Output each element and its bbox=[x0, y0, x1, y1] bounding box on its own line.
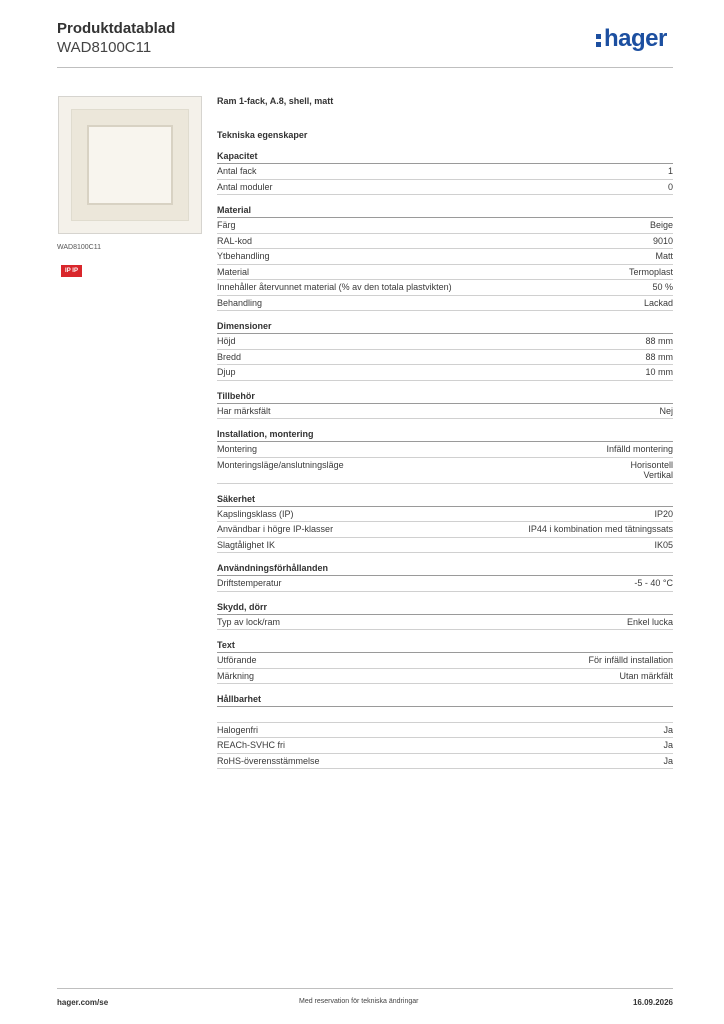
spec-label: Halogenfri bbox=[217, 724, 259, 735]
spec-row bbox=[217, 442, 673, 458]
spec-row bbox=[217, 615, 673, 631]
spec-label: Färg bbox=[217, 220, 236, 230]
spec-group-title: Säkerhet bbox=[217, 494, 673, 507]
spec-value bbox=[644, 298, 673, 309]
spec-heading: Tekniska egenskaper bbox=[217, 130, 308, 140]
spec-label: Märkning bbox=[217, 670, 255, 681]
spec-row bbox=[217, 576, 673, 592]
spec-row bbox=[217, 296, 673, 312]
spec-label: Driftstemperatur bbox=[217, 578, 282, 588]
header-divider bbox=[57, 67, 673, 68]
spec-value bbox=[634, 578, 673, 589]
spec-value-line: Beige bbox=[649, 220, 673, 230]
spec-value bbox=[619, 671, 673, 682]
spec-group-title: Kapacitet bbox=[217, 151, 673, 164]
spec-row bbox=[217, 723, 673, 739]
spec-value bbox=[629, 267, 673, 278]
spec-group-title: Material bbox=[217, 205, 673, 218]
spec-label: Typ av lock/ram bbox=[217, 616, 281, 627]
logo-text: hager bbox=[604, 25, 667, 52]
spec-label: Material bbox=[217, 266, 250, 277]
spec-value bbox=[668, 166, 673, 177]
spec-row bbox=[217, 249, 673, 265]
product-code: WAD8100C11 bbox=[57, 39, 152, 56]
product-name: Ram 1-fack, A.8, shell, matt bbox=[217, 96, 334, 106]
spec-label: Innehåller återvunnet material (% av den totala plastvikten) bbox=[217, 282, 452, 292]
spec-value bbox=[645, 336, 673, 347]
spec-value-line: Infälld montering bbox=[606, 444, 673, 454]
spec-row bbox=[217, 458, 673, 484]
spec-group-title: Användningsförhållanden bbox=[217, 563, 673, 576]
spec-value-line: Nej bbox=[659, 405, 673, 416]
spec-value bbox=[663, 725, 673, 736]
spec-row bbox=[217, 265, 673, 281]
spec-label: Kapslingsklass (IP) bbox=[217, 508, 294, 519]
spec-label: Höjd bbox=[217, 336, 236, 346]
spec-group bbox=[217, 429, 673, 484]
spec-label: RoHS-överensstämmelse bbox=[217, 755, 320, 766]
spec-value-line: Termoplast bbox=[628, 266, 673, 277]
spec-group bbox=[217, 151, 673, 195]
spec-group bbox=[217, 694, 673, 769]
spec-row bbox=[217, 507, 673, 523]
spec-group-title: Hållbarhet bbox=[217, 694, 673, 707]
spec-label: Behandling bbox=[217, 297, 263, 308]
spec-row bbox=[217, 280, 673, 296]
spec-row bbox=[217, 334, 673, 350]
spec-value bbox=[663, 740, 673, 751]
spec-value-line: 9010 bbox=[652, 235, 673, 246]
spec-value-line: IP20 bbox=[654, 508, 673, 519]
spec-row bbox=[217, 738, 673, 754]
spec-row bbox=[217, 350, 673, 366]
spec-label: Antal fack bbox=[217, 166, 257, 176]
footer-website: hager.com/se bbox=[57, 998, 109, 1007]
product-image bbox=[58, 96, 202, 234]
footer-date: 16.09.2026 bbox=[632, 998, 673, 1007]
spec-value bbox=[654, 509, 673, 520]
spec-value bbox=[528, 524, 673, 535]
footer-divider bbox=[57, 988, 673, 989]
spec-group-title: Tillbehör bbox=[217, 391, 673, 404]
spec-label bbox=[217, 709, 673, 720]
spec-label: Har märksfält bbox=[217, 405, 271, 416]
spec-label: Antal moduler bbox=[217, 181, 273, 192]
spec-group-title: Skydd, dörr bbox=[217, 602, 673, 615]
spec-value-line: Ja bbox=[663, 724, 673, 735]
spec-value-line: IK05 bbox=[654, 539, 673, 550]
hager-logo bbox=[596, 27, 667, 51]
ip-rating-badge: IP IP bbox=[61, 265, 82, 277]
spec-value bbox=[645, 367, 673, 378]
spec-group-title: Text bbox=[217, 640, 673, 653]
spec-value-line: Vertikal bbox=[643, 470, 673, 480]
spec-label: Monteringsläge/anslutningsläge bbox=[217, 459, 344, 470]
spec-group bbox=[217, 391, 673, 420]
spec-value bbox=[654, 540, 673, 551]
spec-value bbox=[627, 617, 673, 628]
footer-disclaimer: Med reservation för tekniska ändringar bbox=[299, 998, 419, 1005]
image-caption: WAD8100C11 bbox=[57, 244, 101, 251]
spec-value bbox=[606, 444, 673, 455]
frame-opening-shape bbox=[87, 125, 173, 205]
spec-value-line: Ja bbox=[663, 740, 673, 750]
spec-row bbox=[217, 365, 673, 381]
spec-group-title: Dimensioner bbox=[217, 321, 673, 334]
spec-label: Djup bbox=[217, 367, 236, 377]
spec-value bbox=[645, 352, 673, 363]
spec-label: Användbar i högre IP-klasser bbox=[217, 524, 334, 534]
spec-group bbox=[217, 321, 673, 381]
document-title: Produktdatablad bbox=[57, 20, 176, 37]
spec-value bbox=[653, 236, 673, 247]
spec-row bbox=[217, 522, 673, 538]
spec-label: Montering bbox=[217, 444, 258, 454]
spec-value-line: 10 mm bbox=[645, 367, 673, 377]
spec-group bbox=[217, 563, 673, 592]
spec-label: Bredd bbox=[217, 351, 242, 362]
spec-content bbox=[217, 96, 673, 769]
spec-value bbox=[630, 460, 673, 481]
spec-label: RAL-kod bbox=[217, 235, 253, 246]
spec-value bbox=[668, 182, 673, 193]
spec-label: Ytbehandling bbox=[217, 251, 270, 261]
logo-dots-icon bbox=[596, 32, 602, 47]
spec-value-line: För infälld installation bbox=[588, 655, 673, 665]
spec-value bbox=[650, 220, 673, 231]
spec-value-line: Ja bbox=[663, 755, 673, 766]
spec-row bbox=[217, 218, 673, 234]
spec-value-line: Enkel lucka bbox=[626, 616, 673, 627]
spec-row bbox=[217, 538, 673, 554]
spec-group-title: Installation, montering bbox=[217, 429, 673, 442]
spec-group bbox=[217, 602, 673, 631]
spec-value-line: Horisontell bbox=[630, 459, 673, 470]
spec-row bbox=[217, 707, 673, 723]
frame-outer-shape bbox=[71, 109, 189, 221]
spec-value-line: -5 - 40 °C bbox=[634, 578, 673, 588]
spec-row bbox=[217, 180, 673, 196]
spec-label: Slagtålighet IK bbox=[217, 539, 276, 550]
spec-group bbox=[217, 494, 673, 554]
spec-value-line: 1 bbox=[667, 166, 673, 176]
spec-row bbox=[217, 234, 673, 250]
spec-row bbox=[217, 669, 673, 685]
spec-group bbox=[217, 640, 673, 684]
spec-row bbox=[217, 404, 673, 420]
spec-value-line: Lackad bbox=[643, 297, 673, 308]
spec-value-line: 50 % bbox=[652, 282, 673, 292]
spec-label: Utförande bbox=[217, 655, 257, 665]
spec-value-line: Utan märkfält bbox=[619, 670, 673, 681]
spec-value bbox=[659, 406, 673, 417]
spec-value-line: Matt bbox=[655, 251, 673, 261]
spec-value bbox=[588, 655, 673, 666]
spec-group bbox=[217, 205, 673, 311]
spec-row bbox=[217, 164, 673, 180]
spec-value bbox=[652, 282, 673, 293]
spec-value-line: 88 mm bbox=[645, 351, 673, 362]
spec-row bbox=[217, 653, 673, 669]
spec-value-line: 0 bbox=[667, 181, 673, 192]
spec-row bbox=[217, 754, 673, 770]
spec-value bbox=[663, 756, 673, 767]
spec-groups bbox=[217, 151, 673, 769]
spec-value-line: IP44 i kombination med tätningssats bbox=[528, 524, 673, 534]
spec-value-line: 88 mm bbox=[645, 336, 673, 346]
spec-value bbox=[655, 251, 673, 262]
spec-label: REACh-SVHC fri bbox=[217, 740, 286, 750]
